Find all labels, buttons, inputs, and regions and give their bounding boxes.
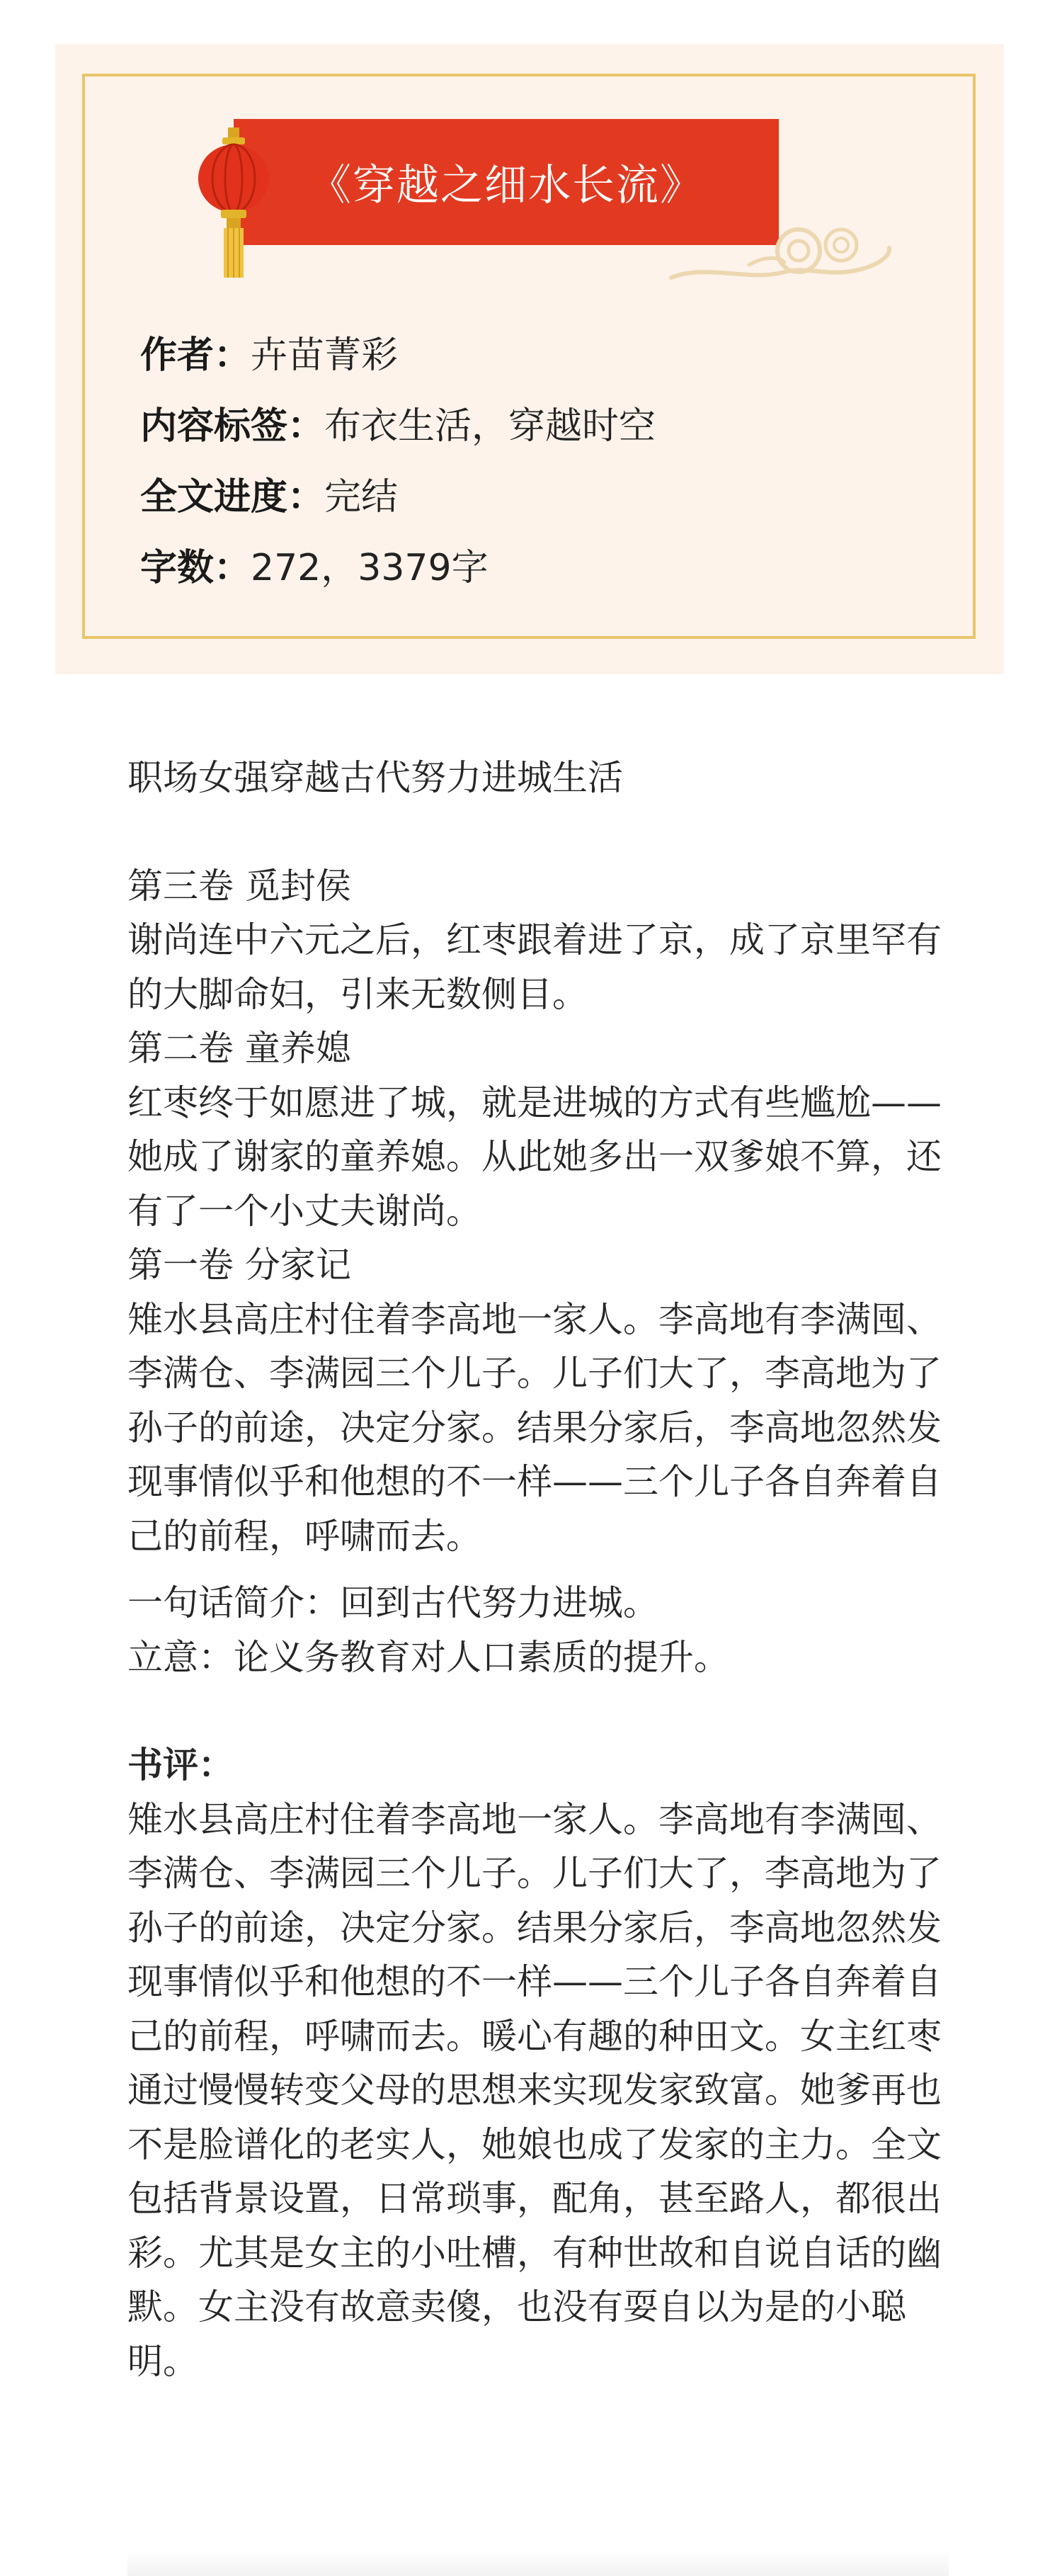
- one-line-summary: 一句话简介：回到古代努力进城。: [127, 1582, 658, 1623]
- progress-label: 全文进度：: [140, 476, 325, 518]
- book-title: 《穿越之细水长流》: [309, 161, 704, 210]
- cloud-ornament-icon: [664, 214, 898, 292]
- progress-value: 完结: [324, 476, 399, 518]
- progress-row: [140, 462, 656, 533]
- red-lantern-icon: [195, 127, 272, 283]
- volume-1-text: 雉水县高庄村住着李高地一家人。李高地有李满囤、李满仓、李满园三个儿子。儿子们大了，李高地为了孙子的前途，决定分家。结果分家后，李高地忽然发现事情似乎和他想的不一样——三个儿子各自奔着自己的前程，呼啸而去。: [127, 1298, 942, 1557]
- volume-1-title: 第一卷 分家记: [127, 1244, 351, 1286]
- tags-row: [140, 391, 656, 462]
- volume-2-text: 红枣终于如愿进了城，就是进城的方式有些尴尬——她成了谢家的童养媳。从此她多出一双爹娘不算，还有了一个小丈夫谢尚。: [127, 1082, 942, 1232]
- next-section-edge: [127, 2550, 949, 2576]
- tags-value: 布衣生活，穿越时空: [324, 405, 656, 448]
- author-row: [140, 320, 656, 391]
- author-value: 卉苗菁彩: [251, 334, 399, 377]
- book-info-card: [55, 44, 1004, 674]
- word-count-value: 272，3379字: [251, 547, 489, 589]
- review-text: 雉水县高庄村住着李高地一家人。李高地有李满囤、李满仓、李满园三个儿子。儿子们大了，李高地为了孙子的前途，决定分家。结果分家后，李高地忽然发现事情似乎和他想的不一样——三个儿子各自奔着自己的前程，呼啸而去。暖心有趣的种田文。女主红枣通过慢慢转变父母的思想来实现发家致富。她爹再也不是脸谱化的老实人，她娘也成了发家的主力。全文包括背景设置，日常琐事，配角，甚至路人，都很出彩。尤其是女主的小吐槽，有种世故和自说自话的幽默。女主没有故意卖傻，也没有耍自以为是的小聪明。: [127, 1798, 942, 2382]
- word-count-row: [140, 533, 656, 603]
- volume-2-title: 第二卷 童养媳: [127, 1028, 351, 1069]
- author-label: 作者：: [140, 334, 251, 377]
- volume-3-text: 谢尚连中六元之后，红枣跟着进了京，成了京里罕有的大脚命妇，引来无数侧目。: [127, 919, 942, 1015]
- tags-label: 内容标签：: [140, 405, 325, 448]
- theme-statement: 立意：论义务教育对人口素质的提升。: [127, 1636, 729, 1678]
- book-description: [127, 751, 949, 2388]
- volume-3-title: 第三卷 觅封侯: [127, 865, 351, 907]
- review-heading: 书评：: [127, 1744, 234, 1786]
- book-meta: [140, 320, 656, 603]
- tagline: 职场女强穿越古代努力进城生活: [127, 757, 623, 798]
- word-count-label: 字数：: [140, 547, 251, 589]
